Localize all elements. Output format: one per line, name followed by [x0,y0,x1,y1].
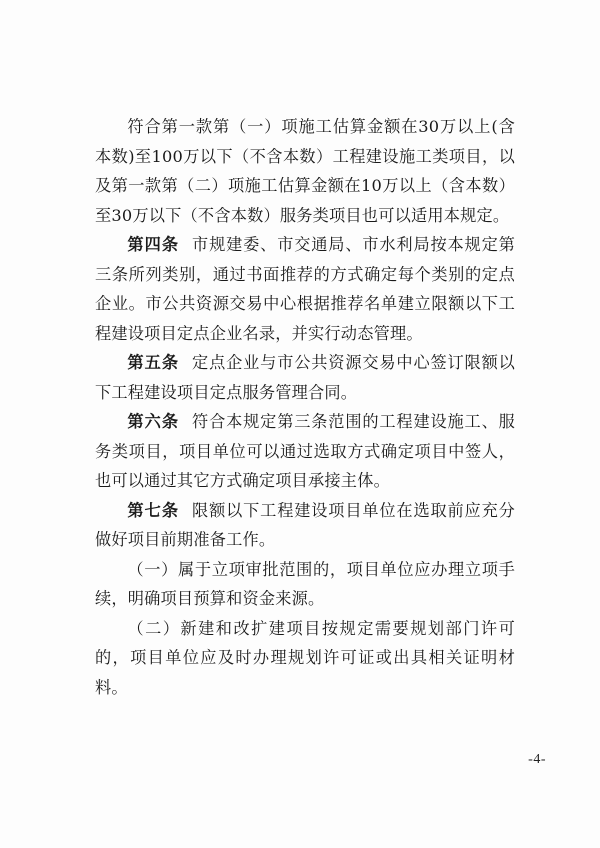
article-4 [95,230,515,348]
document-body [95,112,515,702]
article-5 [95,348,515,407]
article-title: 第五条 [127,353,180,372]
page-number: -4- [528,752,546,767]
article-text: 市规建委、市交通局、市水利局按本规定第三条所列类别，通过书面推荐的方式确定每个类别的定点企业。市公共资源交易中心根据推荐名单建立限额以下工程建设项目定点企业名录，并实行动态管理。 [95,235,515,343]
article-title: 第四条 [127,235,180,254]
item-text: （一）属于立项审批范围的，项目单位应办理立项手续，明确项目预算和资金来源。 [95,559,515,608]
paragraph-text: 符合第一款第（一）项施工估算金额在30万以上(含本数)至100万以下（不含本数）工程建设施工类项目，以及第一款第（二）项施工估算金额在10万以上（含本数）至30万以下（不含本数）服务类项目也可以适用本规定。 [95,117,515,225]
article-title: 第七条 [127,500,180,520]
article-text: 定点企业与市公共资源交易中心签订限额以下工程建设项目定点服务管理合同。 [95,353,515,402]
article-text: 符合本规定第三条范围的工程建设施工、服务类项目，项目单位可以通过选取方式确定项目中签人，也可以通过其它方式确定项目承接主体。 [95,412,515,490]
article-6 [95,407,515,496]
paragraph-scope [95,112,515,230]
article-7 [95,496,515,555]
article-text: 限额以下工程建设项目单位在选取前应充分做好项目前期准备工作。 [95,500,515,549]
item-text: （二）新建和改扩建项目按规定需要规划部门许可的，项目单位应及时办理规划许可证或出具相关证明材料。 [95,618,515,697]
article-title: 第六条 [127,412,180,431]
article-7-item-2 [95,614,515,703]
article-7-item-1 [95,555,515,614]
